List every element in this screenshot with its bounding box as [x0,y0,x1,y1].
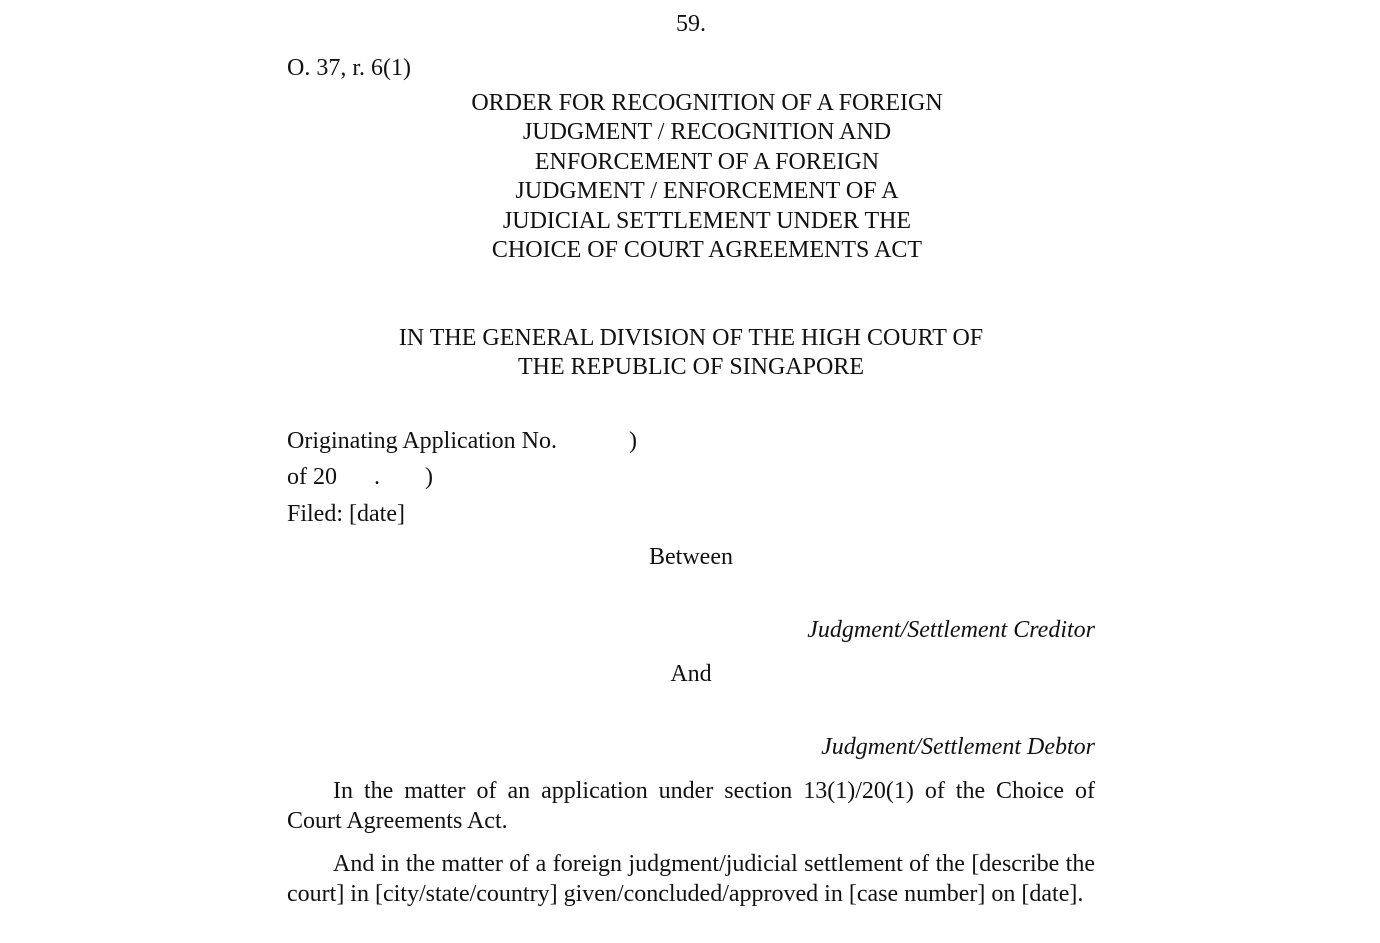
foreign-judgment-paragraph: And in the matter of a foreign judgment/judicial settlement of the [describe the court] in [city/state/country] given/concluded/approved in [case number] on [date]. [287,851,1095,907]
title-line: JUDGMENT / ENFORCEMENT OF A [515,178,899,204]
page-number: 59. [676,11,706,37]
title-line: JUDGMENT / RECOGNITION AND [522,119,892,145]
application-number-label: Originating Application No. [287,428,557,454]
title-line: JUDICIAL SETTLEMENT UNDER THE [502,208,912,234]
court-line: THE REPUBLIC OF SINGAPORE [517,354,865,380]
rule-reference: O. 37, r. 6(1) [287,55,411,81]
between-label: Between [649,544,733,570]
and-label: And [670,661,712,687]
year-label: of 20 [287,464,337,490]
matter-paragraph: In the matter of an application under section 13(1)/20(1) of the Choice of Court Agreements Act. [287,778,1095,834]
application-bracket: ) [629,428,637,454]
title-line: CHOICE OF COURT AGREEMENTS ACT [491,237,923,263]
court-line: IN THE GENERAL DIVISION OF THE HIGH COURT OF [398,325,984,351]
debtor-role: Judgment/Settlement Debtor [821,734,1095,760]
year-bracket: ) [425,464,433,490]
creditor-role: Judgment/Settlement Creditor [807,617,1095,643]
title-line: ENFORCEMENT OF A FOREIGN [534,149,880,175]
title-line: ORDER FOR RECOGNITION OF A FOREIGN [471,90,943,116]
year-dot: . [374,464,380,490]
filed-date: Filed: [date] [287,501,405,527]
